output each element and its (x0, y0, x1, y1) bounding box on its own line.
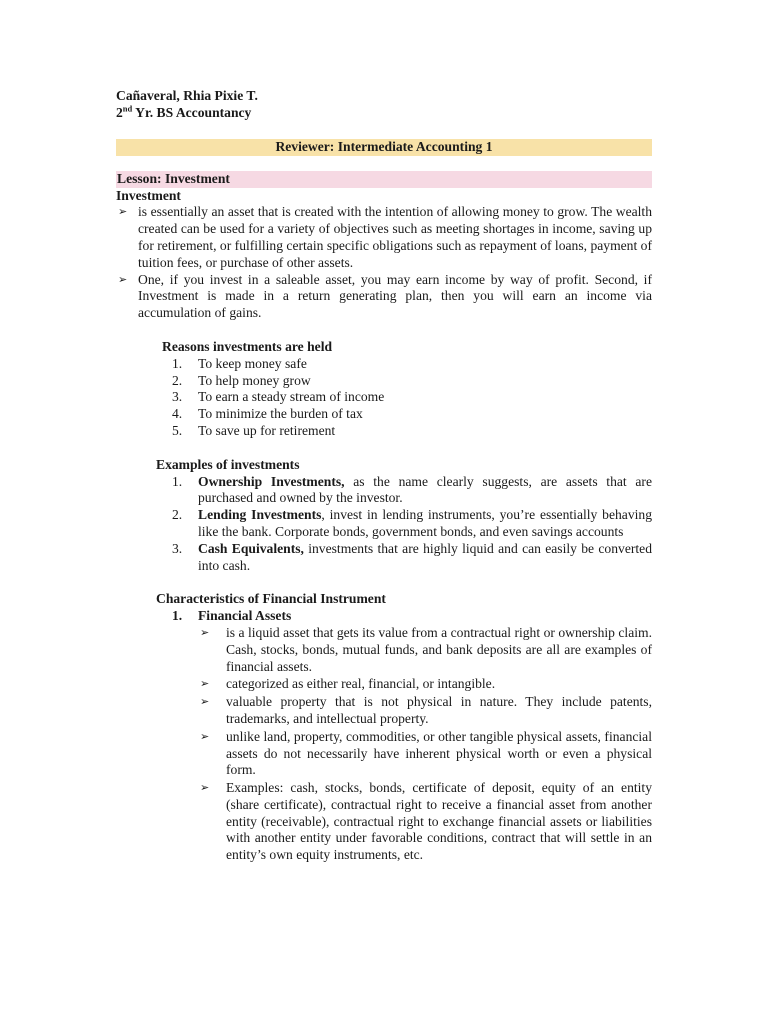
list-item (200, 729, 652, 779)
year-number: 2 (116, 104, 123, 120)
arrow-bullet-icon: ➢ (118, 206, 128, 219)
item-number: 4. (172, 406, 183, 422)
arrow-bullet-icon: ➢ (118, 273, 128, 286)
investment-bullet-list (116, 204, 652, 322)
list-item (116, 423, 652, 440)
bullet-text: categorized as either real, financial, or intangible. (226, 676, 496, 692)
document-title-bar: Reviewer: Intermediate Accounting 1 (116, 139, 652, 156)
term-label: Ownership Investments, (198, 473, 345, 489)
list-item (200, 625, 652, 675)
item-text (198, 507, 652, 541)
list-item (116, 356, 652, 373)
list-item (200, 676, 652, 693)
item-number: 2. (172, 372, 183, 388)
bullet-text: unlike land, property, commodities, or other tangible physical assets, financial assets do not necessarily have inherent physical worth or even a physical form. (226, 728, 652, 778)
examples-heading: Examples of investments (156, 456, 300, 472)
arrow-bullet-icon: ➢ (200, 696, 210, 709)
term-label: Cash Equivalents, (198, 540, 304, 556)
item-number: 5. (172, 422, 183, 438)
item-text: To help money grow (198, 372, 311, 388)
bullet-text: One, if you invest in a saleable asset, you may earn income by way of profit. Second, if Investment is made in a return generating plan, then you will earn an income via accumulation of gains. (138, 271, 652, 321)
list-item (116, 406, 652, 423)
list-item (116, 389, 652, 406)
arrow-bullet-icon: ➢ (200, 626, 210, 639)
list-item (116, 507, 652, 541)
item-text (198, 474, 652, 508)
list-item (116, 474, 652, 508)
document-page (116, 88, 652, 865)
list-item (116, 272, 652, 322)
list-item (116, 204, 652, 271)
arrow-bullet-icon: ➢ (200, 782, 210, 795)
examples-list (116, 474, 652, 575)
item-text: To minimize the burden of tax (198, 406, 363, 422)
item-number: 3. (172, 389, 183, 405)
item-text (198, 541, 652, 575)
arrow-bullet-icon: ➢ (200, 730, 210, 743)
term-label: Lending Investments (198, 507, 322, 523)
item-text: To save up for retirement (198, 422, 336, 438)
bullet-text: is essentially an asset that is created with the intention of allowing money to grow. The wealth created can be used for a variety of objectives such as meeting shortages in income, saving up for retirement, or fulfilling certain specific obligations such as repayment of loans, payment of tuition fees, or purchase of other assets. (138, 204, 652, 270)
author-name: Cañaveral, Rhia Pixie T. (116, 88, 258, 103)
item-number: 3. (172, 540, 183, 556)
item-text: To earn a steady stream of income (198, 389, 385, 405)
item-text: To keep money safe (198, 355, 307, 371)
reasons-heading: Reasons investments are held (162, 338, 333, 354)
characteristics-heading: Characteristics of Financial Instrument (156, 591, 386, 607)
program-text: Yr. BS Accountancy (132, 104, 252, 120)
term-description: as the name clearly suggests, are assets that are purchased and owned by the investor. (198, 473, 652, 506)
reasons-list (116, 356, 652, 440)
list-item (200, 694, 652, 728)
lesson-title-bar: Lesson: Investment (116, 171, 652, 188)
bullet-text: is a liquid asset that gets its value from a contractual right or ownership claim. Cash, stocks, bonds, mutual funds, and bank deposits are all are examples of financial assets. (226, 624, 652, 674)
list-item (116, 373, 652, 390)
financial-assets-title: Financial Assets (198, 608, 292, 624)
author-year-program (116, 105, 652, 122)
term-description: , invest in lending instruments, you’re essentially behaving like the bank. Corporate bonds, government bonds, and even savings accounts (198, 507, 652, 539)
item-number: 1. (172, 608, 183, 624)
item-number: 1. (172, 355, 183, 371)
year-ordinal-suffix: nd (122, 103, 133, 114)
financial-assets-heading (116, 608, 652, 625)
arrow-bullet-icon: ➢ (200, 678, 210, 691)
bullet-text: valuable property that is not physical in nature. They include patents, trademarks, and intellectual property. (226, 694, 652, 726)
list-item (116, 541, 652, 575)
financial-assets-bullet-list (116, 625, 652, 864)
term-description: investments that are highly liquid and can easily be converted into cash. (198, 540, 652, 573)
item-number: 1. (172, 473, 183, 489)
bullet-text: Examples: cash, stocks, bonds, certificate of deposit, equity of an entity (share certificate), contractual right to receive a financial asset from another entity (receivable), contractual right to exchange financial assets or liabilities with another entity under favorable conditions, contract that will settle in an entity’s own equity instruments, etc. (226, 780, 652, 863)
item-number: 2. (172, 507, 183, 523)
list-item (200, 780, 652, 864)
investment-heading: Investment (116, 187, 181, 203)
